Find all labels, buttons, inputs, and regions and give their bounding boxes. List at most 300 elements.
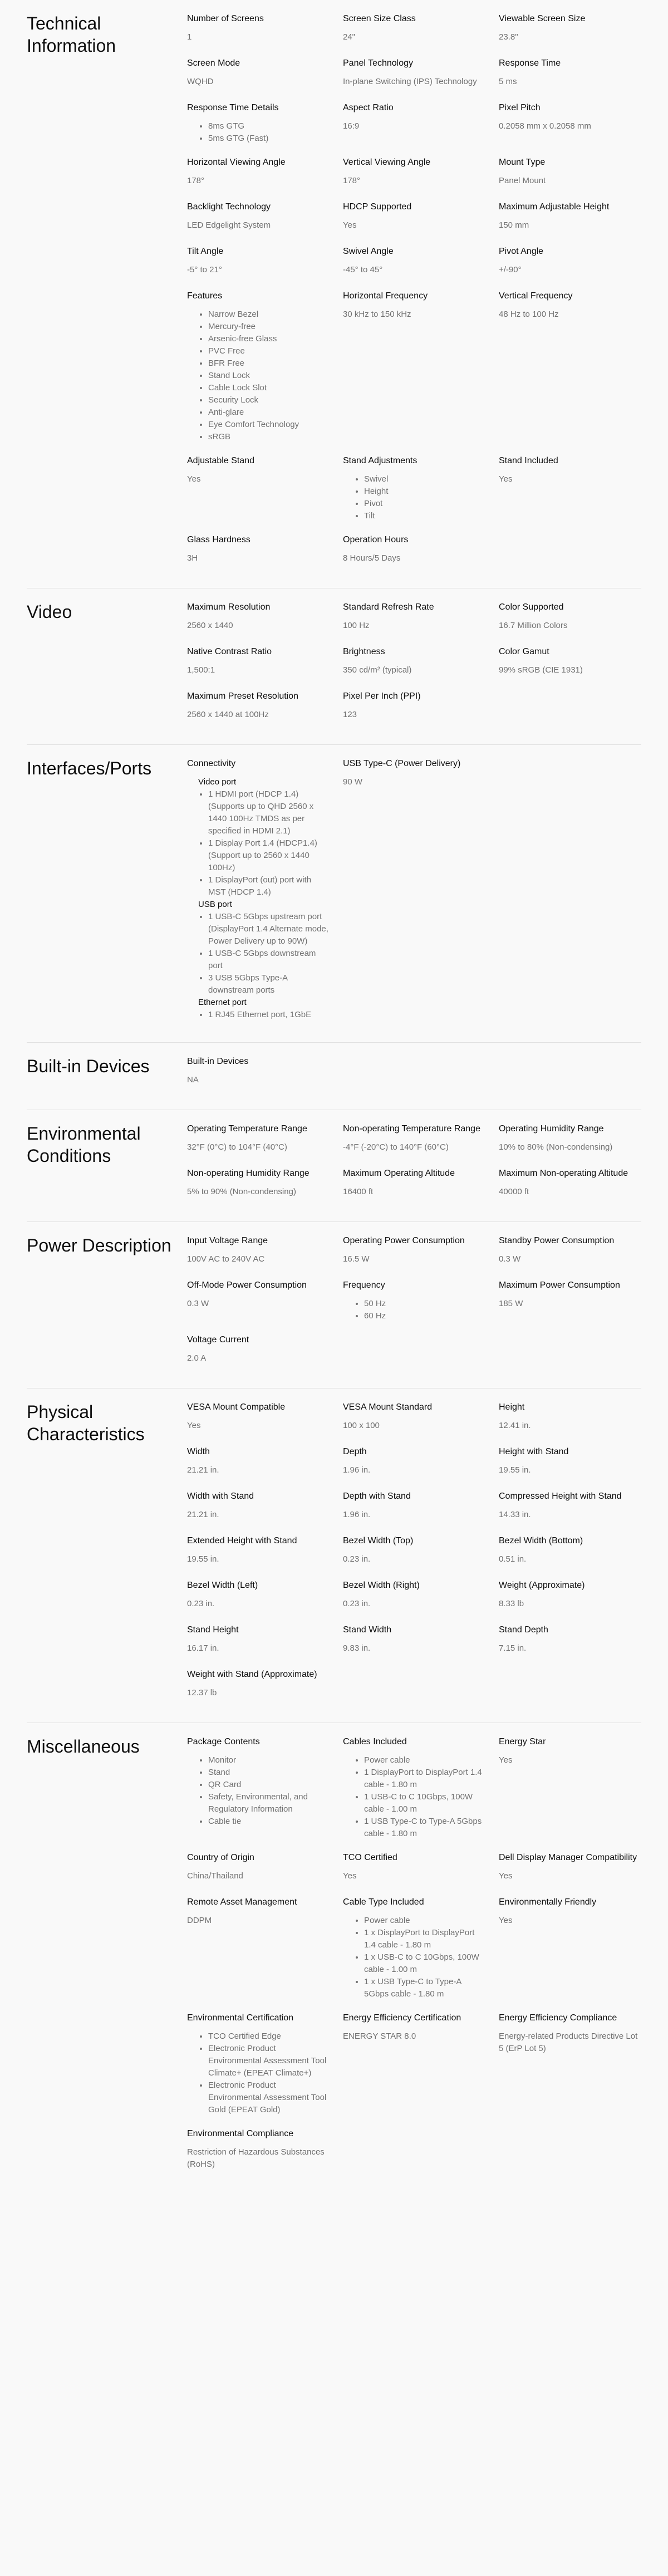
- spec-label: Energy Star: [499, 1737, 546, 1746]
- spec-label: Brightness: [343, 647, 385, 656]
- spec-list-item: • 50 Hz: [364, 1298, 485, 1310]
- spec-grid: [187, 757, 641, 1021]
- spec-label: Maximum Operating Altitude: [343, 1169, 455, 1178]
- spec-grid: [187, 1055, 641, 1088]
- spec-value: 19.55 in.: [187, 1554, 219, 1564]
- spec-item-mount-type: [499, 156, 641, 189]
- spec-value: 99% sRGB (CIE 1931): [499, 665, 583, 675]
- spec-value: 16400 ft: [343, 1187, 374, 1196]
- spec-list-item: • PVC Free: [208, 345, 330, 357]
- spec-list-item: • Electronic Product Environmental Assessment Tool Climate+ (EPEAT Climate+): [208, 2043, 330, 2079]
- spec-item-vertical-viewing-angle: [343, 156, 485, 189]
- spec-label: Operating Humidity Range: [499, 1124, 604, 1134]
- spec-item-compressed-height-with-stand: [499, 1490, 641, 1523]
- spec-value: 2560 x 1440: [187, 621, 233, 630]
- spec-list-item: • 1 USB Type-C to Type-A 5Gbps cable - 1.80 m: [364, 1816, 485, 1840]
- spec-value: 90 W: [343, 777, 363, 787]
- spec-item-height-with-stand: [499, 1445, 641, 1479]
- spec-section-video: [27, 588, 641, 745]
- port-group-item: • 1 RJ45 Ethernet port, 1GbE: [208, 1009, 330, 1021]
- spec-item-stand-included: [499, 454, 641, 488]
- spec-item-country-of-origin: [187, 1851, 330, 1885]
- spec-value: 2560 x 1440 at 100Hz: [187, 710, 269, 719]
- spec-item-width: [187, 1445, 330, 1479]
- port-group-item: • 1 HDMI port (HDCP 1.4) (Supports up to QHD 2560 x 1440 100Hz TMDS as per specified in HDMI 2.1): [208, 788, 330, 837]
- spec-item-aspect-ratio: [343, 101, 485, 135]
- spec-value: Restriction of Hazardous Substances (RoHS): [187, 2147, 325, 2169]
- spec-value: ENERGY STAR 8.0: [343, 2032, 416, 2041]
- spec-item-environmentally-friendly: [499, 1896, 641, 1929]
- spec-item-horizontal-frequency: [343, 290, 485, 323]
- spec-section-built-in-devices: [27, 1043, 641, 1110]
- spec-list-item: • Mercury-free: [208, 321, 330, 333]
- spec-item-weight-approximate: [499, 1579, 641, 1612]
- spec-label: Input Voltage Range: [187, 1236, 268, 1245]
- spec-value: 0.23 in.: [187, 1599, 215, 1608]
- spec-label: Height: [499, 1402, 525, 1412]
- spec-list-item: • 5ms GTG (Fast): [208, 133, 330, 145]
- spec-value: 5 ms: [499, 77, 517, 86]
- spec-item-frequency: [343, 1279, 485, 1322]
- spec-label: Stand Adjustments: [343, 456, 418, 465]
- spec-label: Screen Size Class: [343, 14, 416, 23]
- section-title: Video: [27, 602, 72, 622]
- spec-item-response-time-details: [187, 101, 330, 145]
- spec-value: Yes: [499, 1755, 513, 1765]
- spec-value: 100 Hz: [343, 621, 370, 630]
- spec-grid: [187, 1735, 641, 2171]
- spec-item-native-contrast-ratio: [187, 645, 330, 679]
- spec-value-list: [187, 308, 330, 443]
- spec-item-maximum-adjustable-height: [499, 200, 641, 234]
- spec-value: 185 W: [499, 1299, 523, 1308]
- spec-label: HDCP Supported: [343, 202, 412, 212]
- spec-label: VESA Mount Standard: [343, 1402, 433, 1412]
- spec-item-horizontal-viewing-angle: [187, 156, 330, 189]
- spec-item-width-with-stand: [187, 1490, 330, 1523]
- spec-label: Energy Efficiency Compliance: [499, 2013, 617, 2023]
- spec-list-item: • Power cable: [364, 1915, 485, 1927]
- port-group-item: • 1 DisplayPort (out) port with MST (HDCP 1.4): [208, 874, 330, 899]
- spec-list-item: • Safety, Environmental, and Regulatory Information: [208, 1791, 330, 1816]
- spec-item-maximum-operating-altitude: [343, 1167, 485, 1200]
- spec-item-cables-included: [343, 1735, 485, 1840]
- spec-label: Bezel Width (Right): [343, 1581, 420, 1590]
- spec-label: Maximum Non-operating Altitude: [499, 1169, 628, 1178]
- spec-item-bezel-width-top: [343, 1534, 485, 1568]
- spec-item-vesa-mount-standard: [343, 1401, 485, 1434]
- spec-item-glass-hardness: [187, 533, 330, 567]
- spec-section-miscellaneous: [27, 1723, 641, 2192]
- section-title: Power Description: [27, 1235, 171, 1255]
- port-group-list: [187, 1009, 330, 1021]
- section-title: Technical Information: [27, 13, 116, 56]
- spec-label: Standard Refresh Rate: [343, 602, 434, 612]
- spec-label: Standby Power Consumption: [499, 1236, 615, 1245]
- spec-section-technical-information: [27, 0, 641, 588]
- spec-item-operation-hours: [343, 533, 485, 567]
- spec-value: 178°: [187, 176, 205, 185]
- spec-label: Screen Mode: [187, 58, 240, 68]
- spec-label: Width: [187, 1447, 210, 1456]
- spec-label: Non-operating Temperature Range: [343, 1124, 480, 1134]
- spec-item-off-mode-power-consumption: [187, 1279, 330, 1312]
- spec-list-item: • Narrow Bezel: [208, 308, 330, 321]
- port-group-list: [187, 911, 330, 997]
- spec-item-maximum-preset-resolution: [187, 690, 330, 723]
- spec-label: Number of Screens: [187, 14, 264, 23]
- spec-list-item: • Power cable: [364, 1754, 485, 1767]
- spec-list-item: • Stand: [208, 1767, 330, 1779]
- spec-label: Mount Type: [499, 158, 546, 167]
- spec-value-groups: [187, 776, 330, 1021]
- spec-item-bezel-width-left: [187, 1579, 330, 1612]
- spec-section-environmental-conditions: [27, 1110, 641, 1222]
- spec-label: Aspect Ratio: [343, 103, 394, 112]
- spec-value: 12.41 in.: [499, 1421, 531, 1430]
- spec-item-stand-height: [187, 1623, 330, 1657]
- spec-item-environmental-compliance: [187, 2127, 330, 2171]
- spec-list-item: • Eye Comfort Technology: [208, 419, 330, 431]
- spec-item-connectivity: [187, 757, 330, 1021]
- spec-value: NA: [187, 1075, 199, 1085]
- spec-item-viewable-screen-size: [499, 12, 641, 46]
- spec-value: 1.96 in.: [343, 1465, 371, 1475]
- spec-label: Color Supported: [499, 602, 564, 612]
- spec-list-item: • Height: [364, 485, 485, 498]
- spec-value-list: [187, 120, 330, 145]
- spec-label: Horizontal Frequency: [343, 291, 428, 301]
- spec-item-hdcp-supported: [343, 200, 485, 234]
- spec-list-item: • Electronic Product Environmental Assessment Tool Gold (EPEAT Gold): [208, 2079, 330, 2116]
- port-group-title: USB port: [198, 900, 232, 909]
- spec-item-operating-humidity-range: [499, 1122, 641, 1156]
- spec-value: 16:9: [343, 121, 360, 131]
- spec-label: Stand Height: [187, 1625, 239, 1635]
- port-group-item: • 1 Display Port 1.4 (HDCP1.4) (Support up to 2560 x 1440 100Hz): [208, 837, 330, 874]
- spec-value-list: [187, 1754, 330, 1828]
- spec-label: Vertical Viewing Angle: [343, 158, 431, 167]
- spec-value: WQHD: [187, 77, 214, 86]
- spec-list-item: • Monitor: [208, 1754, 330, 1767]
- spec-label: Remote Asset Management: [187, 1897, 297, 1907]
- spec-item-extended-height-with-stand: [187, 1534, 330, 1568]
- spec-label: Off-Mode Power Consumption: [187, 1280, 307, 1290]
- spec-item-operating-power-consumption: [343, 1234, 485, 1268]
- spec-value: Panel Mount: [499, 176, 546, 185]
- spec-list-item: • BFR Free: [208, 357, 330, 370]
- spec-label: Operating Temperature Range: [187, 1124, 307, 1134]
- spec-label: USB Type-C (Power Delivery): [343, 759, 461, 768]
- spec-label: Panel Technology: [343, 58, 414, 68]
- port-group-list: [187, 788, 330, 899]
- spec-item-energy-efficiency-compliance: [499, 2011, 641, 2055]
- spec-value: Yes: [499, 474, 513, 484]
- spec-value: 3H: [187, 553, 198, 563]
- spec-grid: [187, 1122, 641, 1200]
- spec-item-height: [499, 1401, 641, 1434]
- spec-item-vesa-mount-compatible: [187, 1401, 330, 1434]
- spec-label: Connectivity: [187, 759, 236, 768]
- spec-item-vertical-frequency: [499, 290, 641, 323]
- spec-value: 8.33 lb: [499, 1599, 524, 1608]
- spec-label: Bezel Width (Left): [187, 1581, 258, 1590]
- spec-label: Response Time Details: [187, 103, 279, 112]
- spec-item-environmental-certification: [187, 2011, 330, 2116]
- spec-value: 21.21 in.: [187, 1510, 219, 1519]
- spec-value: 2.0 A: [187, 1353, 207, 1363]
- spec-item-screen-size-class: [343, 12, 485, 46]
- spec-item-color-supported: [499, 601, 641, 634]
- spec-list-item: • Pivot: [364, 498, 485, 510]
- spec-list-item: • Anti-glare: [208, 406, 330, 419]
- spec-label: Country of Origin: [187, 1853, 254, 1862]
- spec-item-stand-depth: [499, 1623, 641, 1657]
- spec-list-item: • 8ms GTG: [208, 120, 330, 133]
- spec-value: Yes: [499, 1871, 513, 1881]
- spec-list-item: • TCO Certified Edge: [208, 2030, 330, 2043]
- spec-value: 19.55 in.: [499, 1465, 531, 1475]
- spec-item-features: [187, 290, 330, 443]
- spec-value: 16.7 Million Colors: [499, 621, 568, 630]
- spec-value: Yes: [187, 1421, 201, 1430]
- spec-label: Weight with Stand (Approximate): [187, 1670, 317, 1679]
- section-title: Miscellaneous: [27, 1736, 140, 1756]
- spec-value: 23.8": [499, 32, 518, 42]
- spec-label: Stand Width: [343, 1625, 392, 1635]
- spec-list-item: • Swivel: [364, 473, 485, 485]
- spec-label: TCO Certified: [343, 1853, 397, 1862]
- spec-section-interfaces-ports: [27, 745, 641, 1043]
- spec-value: 0.2058 mm x 0.2058 mm: [499, 121, 591, 131]
- spec-list-item: • 1 DisplayPort to DisplayPort 1.4 cable - 1.80 m: [364, 1767, 485, 1791]
- spec-label: Swivel Angle: [343, 247, 394, 256]
- spec-value: 12.37 lb: [187, 1688, 217, 1697]
- spec-value: 0.23 in.: [343, 1554, 371, 1564]
- spec-value: Energy-related Products Directive Lot 5 (ErP Lot 5): [499, 2032, 638, 2053]
- spec-label: Maximum Adjustable Height: [499, 202, 610, 212]
- section-title: Interfaces/Ports: [27, 758, 152, 778]
- spec-list-item: • Arsenic-free Glass: [208, 333, 330, 345]
- spec-label: Adjustable Stand: [187, 456, 254, 465]
- spec-item-stand-width: [343, 1623, 485, 1657]
- section-title: Built-in Devices: [27, 1056, 150, 1076]
- spec-item-depth-with-stand: [343, 1490, 485, 1523]
- spec-value: 32°F (0°C) to 104°F (40°C): [187, 1142, 287, 1152]
- spec-item-tilt-angle: [187, 245, 330, 278]
- spec-label: Bezel Width (Top): [343, 1536, 414, 1545]
- spec-value: 0.23 in.: [343, 1599, 371, 1608]
- spec-label: Features: [187, 291, 223, 301]
- spec-list-item: • 1 x USB-C to C 10Gbps, 100W cable - 1.00 m: [364, 1951, 485, 1976]
- spec-value: 9.83 in.: [343, 1643, 371, 1653]
- spec-item-brightness: [343, 645, 485, 679]
- spec-label: Stand Included: [499, 456, 558, 465]
- spec-item-package-contents: [187, 1735, 330, 1828]
- spec-value: 8 Hours/5 Days: [343, 553, 401, 563]
- spec-item-voltage-current: [187, 1333, 330, 1367]
- spec-label: Response Time: [499, 58, 561, 68]
- spec-label: Pixel Per Inch (PPI): [343, 691, 421, 701]
- spec-label: Native Contrast Ratio: [187, 647, 272, 656]
- spec-label: Weight (Approximate): [499, 1581, 585, 1590]
- spec-label: Environmental Compliance: [187, 2129, 294, 2138]
- spec-item-non-operating-humidity-range: [187, 1167, 330, 1200]
- spec-value: 40000 ft: [499, 1187, 529, 1196]
- spec-label: Frequency: [343, 1280, 385, 1290]
- spec-value: 48 Hz to 100 Hz: [499, 310, 559, 319]
- spec-grid: [187, 12, 641, 567]
- spec-label: Voltage Current: [187, 1335, 249, 1345]
- spec-label: Color Gamut: [499, 647, 549, 656]
- spec-section-physical-characteristics: [27, 1388, 641, 1723]
- spec-value: 10% to 80% (Non-condensing): [499, 1142, 613, 1152]
- spec-value: 178°: [343, 176, 361, 185]
- spec-list-item: • Tilt: [364, 510, 485, 522]
- spec-value-list: [343, 473, 485, 522]
- spec-item-energy-efficiency-certification: [343, 2011, 485, 2045]
- spec-item-adjustable-stand: [187, 454, 330, 488]
- spec-value: 0.3 W: [187, 1299, 209, 1308]
- spec-label: Package Contents: [187, 1737, 260, 1746]
- spec-value: Yes: [187, 474, 201, 484]
- spec-item-tco-certified: [343, 1851, 485, 1885]
- spec-value: 1: [187, 32, 192, 42]
- spec-value-list: [343, 1915, 485, 2000]
- spec-label: Glass Hardness: [187, 535, 250, 544]
- spec-item-response-time: [499, 57, 641, 90]
- port-group-title: Ethernet port: [198, 998, 247, 1007]
- section-title: Physical Characteristics: [27, 1402, 145, 1444]
- spec-list-item: • 1 x USB Type-C to Type-A 5Gbps cable - 1.80 m: [364, 1976, 485, 2000]
- spec-item-stand-adjustments: [343, 454, 485, 522]
- spec-label: Horizontal Viewing Angle: [187, 158, 286, 167]
- spec-list-item: • Stand Lock: [208, 370, 330, 382]
- spec-value: Yes: [499, 1916, 513, 1925]
- spec-label: Pivot Angle: [499, 247, 544, 256]
- spec-list-item: • 60 Hz: [364, 1310, 485, 1322]
- spec-value-list: [187, 2030, 330, 2116]
- spec-item-pixel-pitch: [499, 101, 641, 135]
- spec-item-remote-asset-management: [187, 1896, 330, 1929]
- spec-value: 16.5 W: [343, 1254, 370, 1264]
- spec-label: Cables Included: [343, 1737, 407, 1746]
- spec-list-item: • 1 x DisplayPort to DisplayPort 1.4 cable - 1.80 m: [364, 1927, 485, 1951]
- spec-item-bezel-width-bottom: [499, 1534, 641, 1568]
- spec-item-pixel-per-inch-ppi: [343, 690, 485, 723]
- spec-value: 100V AC to 240V AC: [187, 1254, 265, 1264]
- spec-list-item: • QR Card: [208, 1779, 330, 1791]
- spec-label: VESA Mount Compatible: [187, 1402, 286, 1412]
- port-group-item: • 3 USB 5Gbps Type-A downstream ports: [208, 972, 330, 997]
- spec-value: 350 cd/m² (typical): [343, 665, 412, 675]
- spec-item-number-of-screens: [187, 12, 330, 46]
- spec-item-screen-mode: [187, 57, 330, 90]
- spec-item-standby-power-consumption: [499, 1234, 641, 1268]
- spec-value: In-plane Switching (IPS) Technology: [343, 77, 477, 86]
- spec-label: Built-in Devices: [187, 1057, 249, 1066]
- spec-label: Stand Depth: [499, 1625, 548, 1635]
- spec-label: Dell Display Manager Compatibility: [499, 1853, 637, 1862]
- spec-label: Environmentally Friendly: [499, 1897, 597, 1907]
- spec-value: 21.21 in.: [187, 1465, 219, 1475]
- spec-label: Operating Power Consumption: [343, 1236, 465, 1245]
- spec-value: 100 x 100: [343, 1421, 380, 1430]
- spec-value-list: [343, 1754, 485, 1840]
- spec-value: 7.15 in.: [499, 1643, 527, 1653]
- spec-value: 5% to 90% (Non-condensing): [187, 1187, 296, 1196]
- spec-label: Height with Stand: [499, 1447, 569, 1456]
- spec-item-usb-type-c-power-delivery: [343, 757, 485, 791]
- spec-label: Tilt Angle: [187, 247, 224, 256]
- spec-item-energy-star: [499, 1735, 641, 1769]
- spec-label: Depth with Stand: [343, 1491, 411, 1501]
- spec-item-maximum-resolution: [187, 601, 330, 634]
- spec-grid: [187, 1234, 641, 1367]
- section-title: Environmental Conditions: [27, 1123, 141, 1166]
- spec-label: Maximum Preset Resolution: [187, 691, 299, 701]
- spec-value: 150 mm: [499, 220, 529, 230]
- spec-item-panel-technology: [343, 57, 485, 90]
- spec-value: LED Edgelight System: [187, 220, 271, 230]
- spec-label: Operation Hours: [343, 535, 409, 544]
- spec-value: 16.17 in.: [187, 1643, 219, 1653]
- port-group-title: Video port: [198, 777, 237, 787]
- spec-value: Yes: [343, 220, 357, 230]
- spec-value: -5° to 21°: [187, 265, 222, 274]
- spec-item-input-voltage-range: [187, 1234, 330, 1268]
- spec-label: Energy Efficiency Certification: [343, 2013, 461, 2023]
- spec-item-non-operating-temperature-range: [343, 1122, 485, 1156]
- spec-value: +/-90°: [499, 265, 522, 274]
- port-group-item: • 1 USB-C 5Gbps upstream port (DisplayPort 1.4 Alternate mode, Power Delivery up to 90W): [208, 911, 330, 948]
- spec-list-item: • sRGB: [208, 431, 330, 443]
- port-group-item: • 1 USB-C 5Gbps downstream port: [208, 948, 330, 972]
- spec-value: China/Thailand: [187, 1871, 243, 1881]
- spec-value: 1.96 in.: [343, 1510, 371, 1519]
- spec-list-item: • Cable tie: [208, 1816, 330, 1828]
- spec-item-dell-display-manager-compatibility: [499, 1851, 641, 1885]
- spec-item-color-gamut: [499, 645, 641, 679]
- spec-value: 123: [343, 710, 357, 719]
- spec-value: 0.51 in.: [499, 1554, 527, 1564]
- spec-label: Pixel Pitch: [499, 103, 541, 112]
- spec-value: -45° to 45°: [343, 265, 383, 274]
- spec-item-operating-temperature-range: [187, 1122, 330, 1156]
- spec-label: Width with Stand: [187, 1491, 254, 1501]
- spec-item-bezel-width-right: [343, 1579, 485, 1612]
- spec-label: Extended Height with Stand: [187, 1536, 297, 1545]
- spec-section-power-description: [27, 1222, 641, 1388]
- spec-value: 30 kHz to 150 kHz: [343, 310, 411, 319]
- spec-item-swivel-angle: [343, 245, 485, 278]
- spec-value: 0.3 W: [499, 1254, 521, 1264]
- spec-grid: [187, 1401, 641, 1701]
- spec-value: Yes: [343, 1871, 357, 1881]
- spec-label: Bezel Width (Bottom): [499, 1536, 583, 1545]
- spec-list-item: • 1 USB-C to C 10Gbps, 100W cable - 1.00 m: [364, 1791, 485, 1816]
- spec-item-weight-with-stand-approximate: [187, 1668, 330, 1701]
- spec-label: Environmental Certification: [187, 2013, 294, 2023]
- spec-value-list: [343, 1298, 485, 1322]
- spec-label: Depth: [343, 1447, 367, 1456]
- spec-label: Maximum Power Consumption: [499, 1280, 620, 1290]
- spec-grid: [187, 601, 641, 723]
- spec-label: Backlight Technology: [187, 202, 271, 212]
- spec-value: 24": [343, 32, 356, 42]
- spec-list-item: • Cable Lock Slot: [208, 382, 330, 394]
- spec-item-depth: [343, 1445, 485, 1479]
